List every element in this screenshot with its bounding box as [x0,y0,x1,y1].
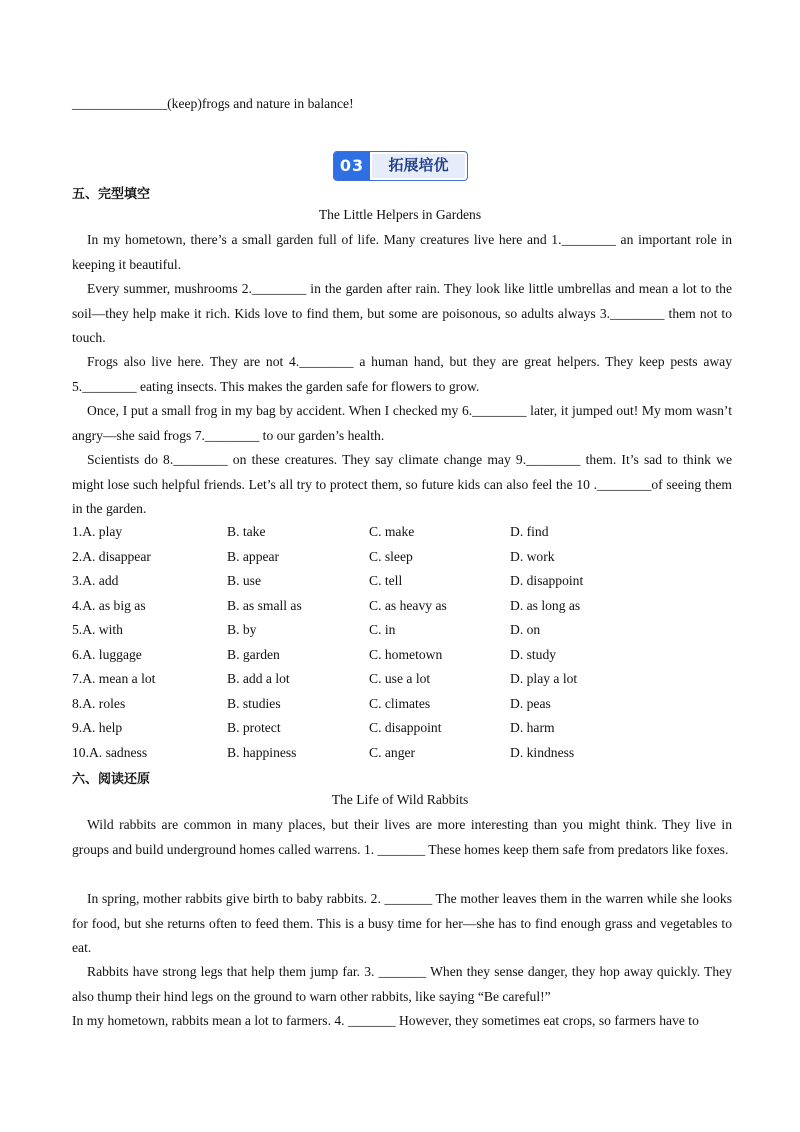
option-d: D. as long as [510,598,581,613]
option-d: D. play a lot [510,671,578,686]
option-b: B. happiness [227,745,297,760]
option-b: B. garden [227,647,280,662]
option-b: B. add a lot [227,671,290,686]
option-d: D. study [510,647,557,662]
option-d: D. disappoint [510,573,584,588]
option-a: 9.A. help [72,720,123,735]
option-a: 4.A. as big as [72,598,146,613]
section6-paragraph-1: Wild rabbits are common in many places, but their lives are more interesting than you might think. They live in groups and build underground homes called warrens. 1. _______ These homes keep them safe from predators like foxes. [72,817,732,857]
section6-heading: 六、阅读还原 [72,772,151,787]
option-row [72,594,732,618]
section5-paragraph-3: Frogs also live here. They are not 4.________ a human hand, but they are great helpers. They keep pests away 5.________ eating insects. This makes the garden safe for flowers to grow. [72,354,732,394]
section5-paragraph-1: In my hometown, there’s a small garden full of life. Many creatures live here and 1.________ an important role in keeping it beautiful. [72,232,732,272]
option-row [72,545,732,569]
section5-heading: 五、完型填空 [72,187,151,202]
option-c: C. use a lot [369,671,431,686]
option-row [72,643,732,667]
option-d: D. work [510,549,555,564]
badge-label: 拓展培优 [372,154,465,178]
section6-title: The Life of Wild Rabbits [331,792,469,807]
option-a: 3.A. add [72,573,119,588]
option-row [72,520,732,544]
section5-title: The Little Helpers in Gardens [318,207,482,222]
option-d: D. harm [510,720,555,735]
option-c: C. make [369,524,415,539]
option-d: D. find [510,524,549,539]
option-a: 5.A. with [72,622,123,637]
option-b: B. as small as [227,598,302,613]
option-b: B. use [227,573,261,588]
option-c: C. in [369,622,396,637]
option-c: C. sleep [369,549,413,564]
option-a: 8.A. roles [72,696,126,711]
section6-paragraph-3: Rabbits have strong legs that help them jump far. 3. _______ When they sense danger, they hop away quickly. They also thump their hind legs on the ground to warn other rabbits, like saying “Be careful!” [72,964,732,1004]
option-row [72,716,732,740]
option-a: 2.A. disappear [72,549,151,564]
option-row [72,667,732,691]
section5-paragraph-2: Every summer, mushrooms 2.________ in the garden after rain. They look like little umbrellas and mean a lot to the soil—they help make it rich. Kids love to find them, but some are poisonous, so adults always 3.________ them not to touch. [72,281,732,345]
badge-number: 03 [334,152,370,180]
option-a: 10.A. sadness [72,745,148,760]
option-a: 7.A. mean a lot [72,671,156,686]
option-a: 1.A. play [72,524,123,539]
option-row [72,741,732,765]
option-d: D. peas [510,696,551,711]
section6-paragraph-4: In my hometown, rabbits mean a lot to farmers. 4. _______ However, they sometimes eat crops, so farmers have to [72,1013,699,1028]
option-b: B. studies [227,696,281,711]
option-b: B. by [227,622,257,637]
option-b: B. protect [227,720,281,735]
option-c: C. as heavy as [369,598,447,613]
option-c: C. hometown [369,647,443,662]
section-badge [333,151,468,181]
option-b: B. appear [227,549,280,564]
option-c: C. climates [369,696,431,711]
option-c: C. anger [369,745,416,760]
option-b: B. take [227,524,266,539]
section5-paragraph-4: Once, I put a small frog in my bag by accident. When I checked my 6.________ later, it jumped out! My mom wasn’t angry—she said frogs 7.________ to our garden’s health. [72,403,732,443]
option-row [72,618,732,642]
section5-paragraph-5: Scientists do 8.________ on these creatures. They say climate change may 9.________ them. It’s sad to think we might lose such helpful friends. Let’s all try to protect them, so future kids can also feel the 10 .________of seeing them in the garden. [72,452,732,516]
option-row [72,692,732,716]
top-line-text: ______________(keep)frogs and nature in balance! [72,96,354,111]
option-c: C. disappoint [369,720,442,735]
section6-paragraph-2: In spring, mother rabbits give birth to baby rabbits. 2. _______ The mother leaves them in the warren while she looks for food, but she returns often to feed them. This is a busy time for her—she has to find enough grass and vegetables to eat. [72,891,732,955]
option-d: D. kindness [510,745,575,760]
option-c: C. tell [369,573,403,588]
option-d: D. on [510,622,541,637]
option-row [72,569,732,593]
option-a: 6.A. luggage [72,647,142,662]
